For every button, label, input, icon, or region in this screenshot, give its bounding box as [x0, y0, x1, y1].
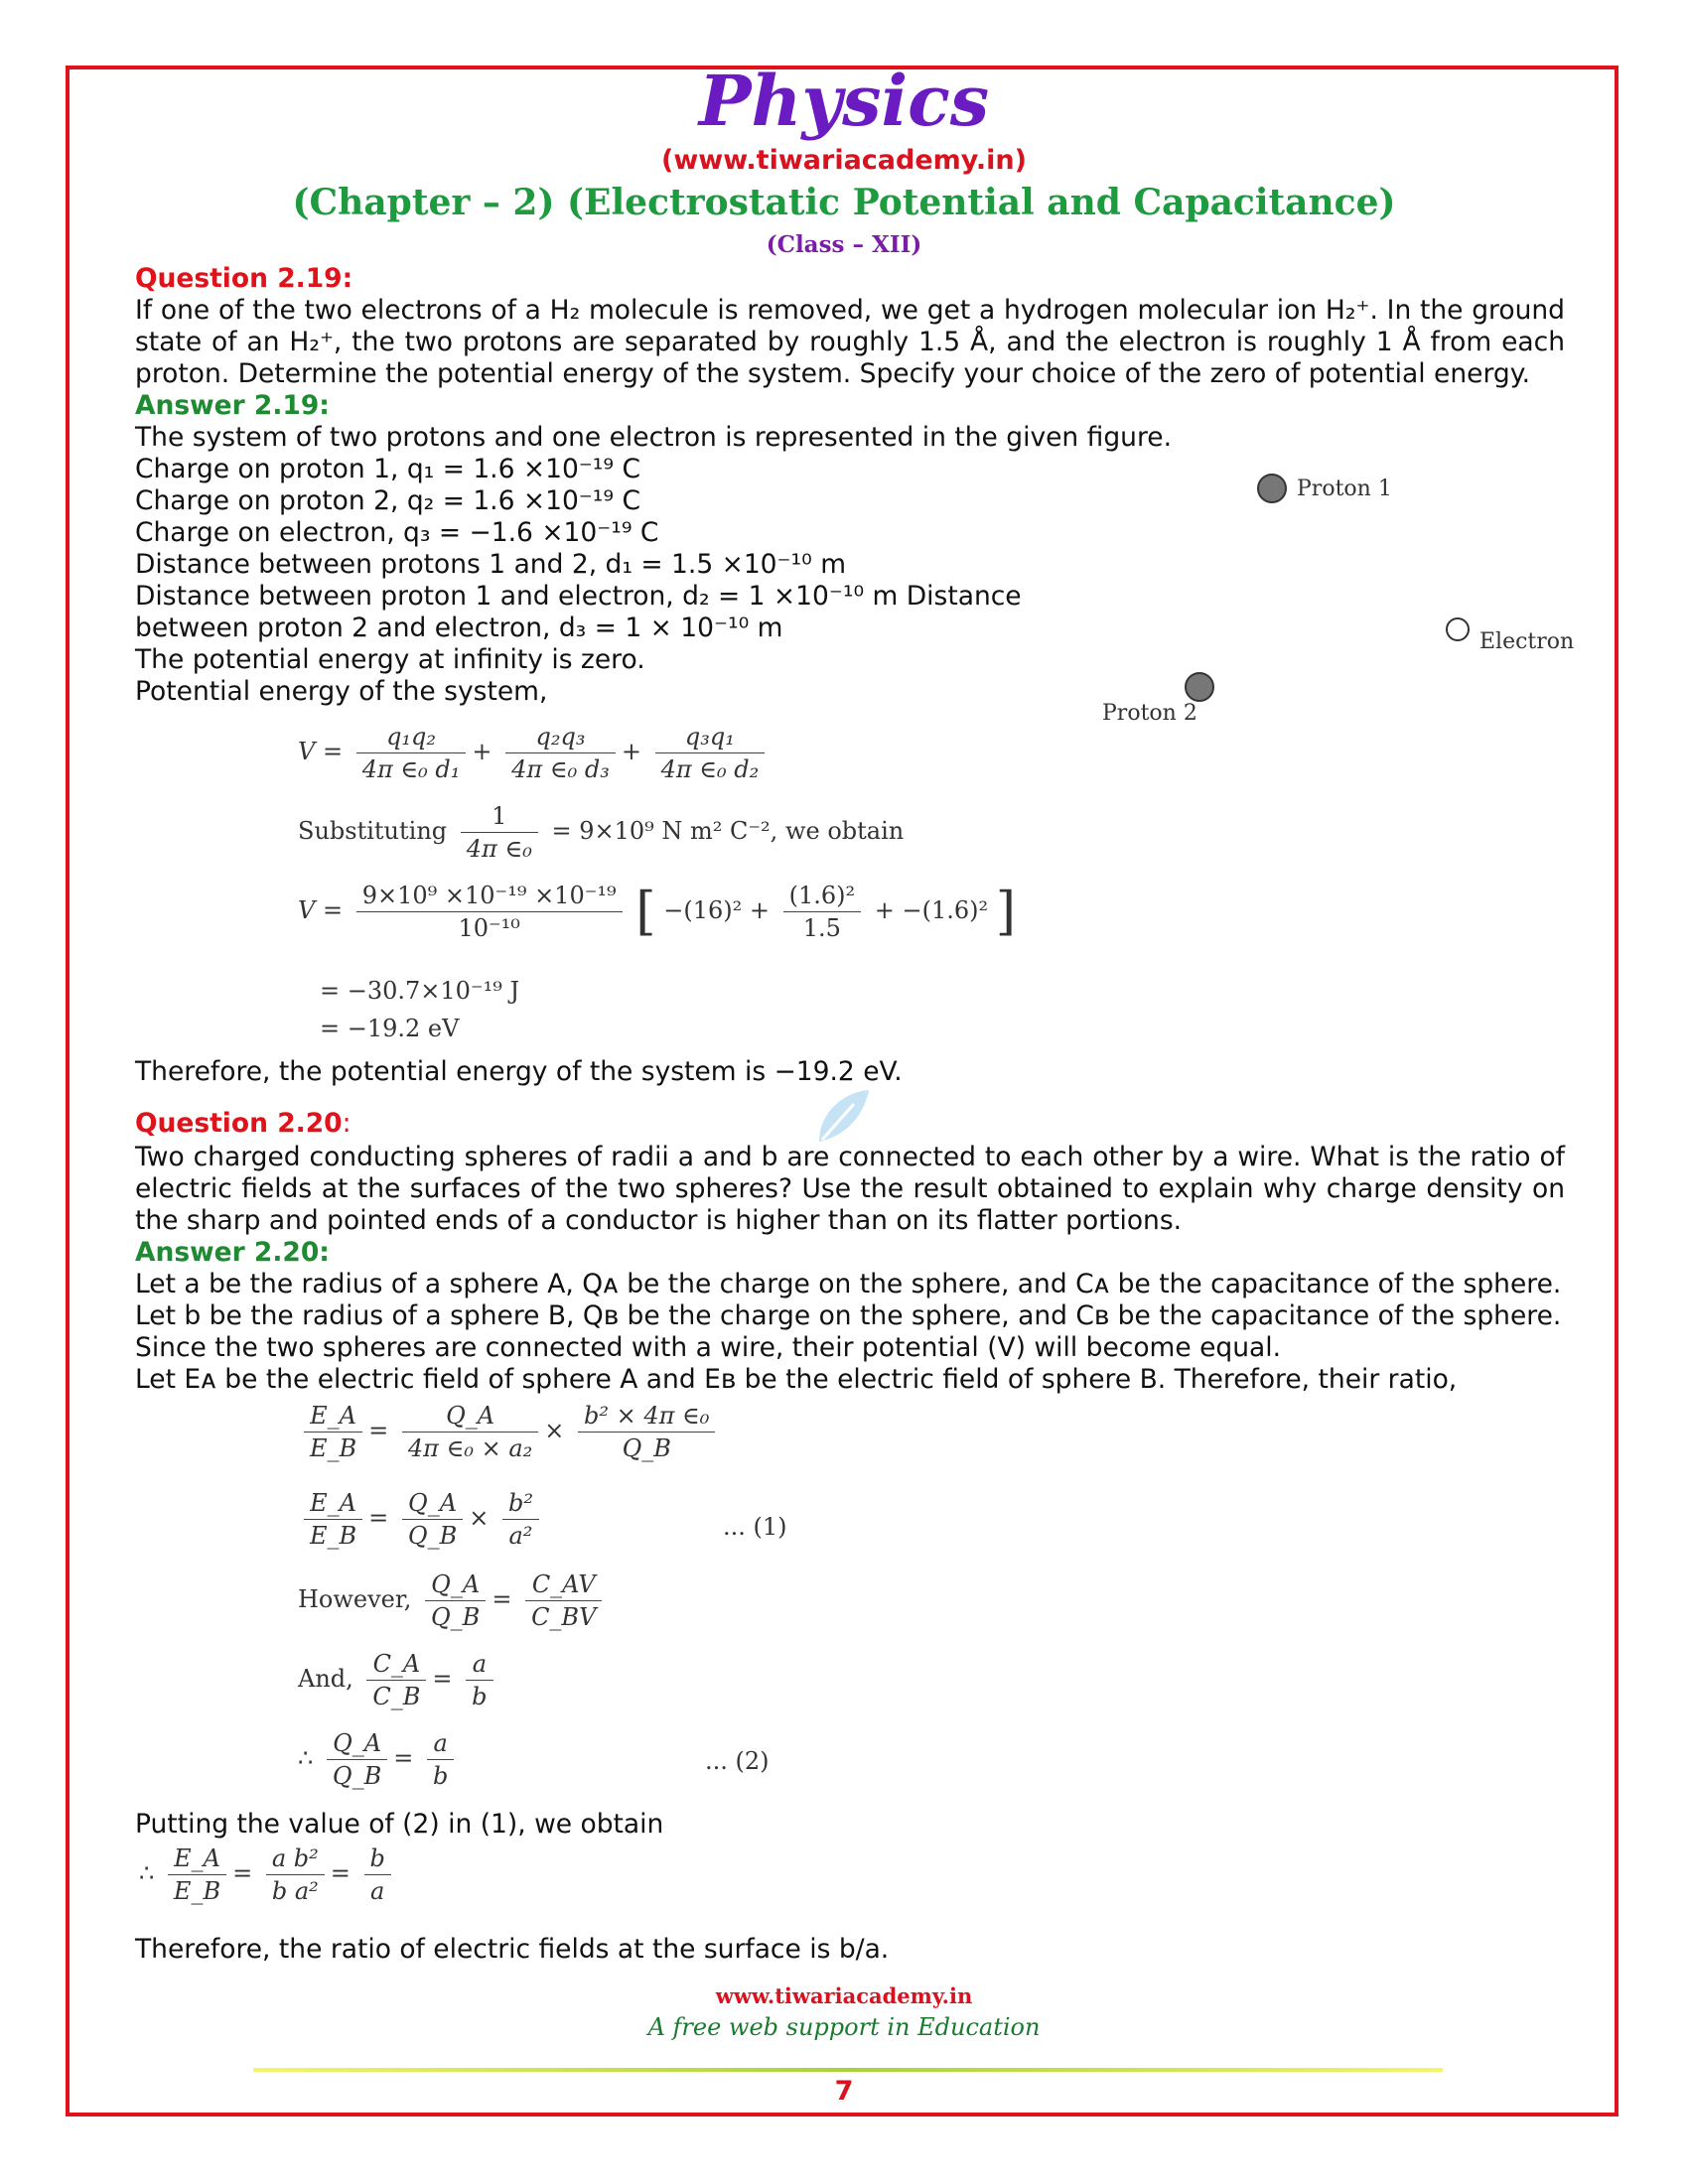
field-ratio-eq-1: $\frac{E\_A}{E\_B}$ = $\frac{Q\_A}{\text{4π ∈₀ × a₂}}$ × $\frac{\text{b² × 4π ∈₀}}{Q\_B}$ [298, 1402, 721, 1462]
footer-tagline: A free web support in Education [647, 2013, 1041, 2041]
proton-2-dot [1185, 672, 1214, 702]
fraction-denominator: 4π ∈₀ d₃ [511, 755, 610, 783]
question-2-20-line-2: electric fields at the surfaces of the two spheres? Use the result obtained to explain why charge density on [135, 1173, 1565, 1204]
fraction-denominator: Q_B [407, 1522, 458, 1550]
fraction-denominator: 4π ∈₀ [466, 835, 532, 863]
heading-colon: : [342, 1108, 352, 1139]
capacitance-ratio-eq: And, $\frac{C\_A}{C\_B}$ = $\frac{a}{b}$ [298, 1650, 499, 1710]
fraction-denominator: E_B [310, 1434, 357, 1462]
footer-divider [253, 2068, 1443, 2072]
electron-label: Electron [1479, 629, 1575, 654]
result-joules: = −30.7×10⁻¹⁹ J [320, 977, 520, 1005]
final-ratio-eq: ∴ $\frac{E\_A}{E\_B}$ = $\frac{\text{a b²}}{\text{b a²}}$ = $\frac{b}{a}$ [139, 1844, 397, 1905]
fraction-denominator: Q_B [332, 1762, 382, 1790]
bracket-term: + −(1.6)² [874, 896, 989, 924]
class-label: (Class – XII) [766, 231, 922, 258]
electron-dot [1446, 617, 1470, 641]
answer-2-19-conclusion: Therefore, the potential energy of the system is −19.2 eV. [135, 1056, 903, 1087]
proton-1-dot [1257, 474, 1287, 503]
answer-2-20-line: Let Eᴀ be the electric field of sphere A and Eʙ be the electric field of sphere B. Therefore, their ratio, [135, 1364, 1458, 1395]
fraction-denominator: C_B [372, 1683, 421, 1710]
answer-2-19-line: Distance between proton 1 and electron, d₂ = 1 ×10⁻¹⁰ m Distance [135, 581, 1022, 612]
answer-2-20-line: Let a be the radius of a sphere A, Qᴀ be the charge on the sphere, and Cᴀ be the capacitance of the sphere. [135, 1269, 1562, 1299]
formula-lhs: V = [298, 738, 344, 765]
fraction-numerator: q₃q₁ [655, 723, 766, 753]
question-2-20-title: Question 2.20 [135, 1108, 343, 1139]
answer-2-19-heading: Answer 2.19: [135, 390, 330, 421]
substitution-line [298, 802, 904, 863]
equation-tag-2: ... (2) [705, 1747, 770, 1775]
fraction-denominator: b [472, 1683, 488, 1710]
fraction-numerator: b² × 4π ∈₀ [578, 1402, 715, 1433]
fraction-denominator: 4π ∈₀ d₂ [660, 755, 760, 783]
question-2-20-heading [135, 1108, 352, 1140]
fraction-numerator: (1.6)² [783, 882, 862, 912]
proton-1-label: Proton 1 [1297, 477, 1392, 501]
and-text: And, [298, 1665, 353, 1693]
answer-2-19-line: Charge on electron, q₃ = −1.6 ×10⁻¹⁹ C [135, 517, 659, 548]
question-2-20-line-1: Two charged conducting spheres of radii a and b are connected to each other by a wire. What is the ratio of [135, 1142, 1565, 1172]
fraction-numerator: Q_A [425, 1570, 486, 1601]
proton-2-label: Proton 2 [1102, 701, 1197, 726]
fraction-numerator: Q_A [402, 1402, 538, 1433]
fraction-numerator: q₁q₂ [356, 723, 467, 753]
answer-2-20-heading: Answer 2.20: [135, 1237, 330, 1268]
fraction-denominator: 10⁻¹⁰ [458, 914, 520, 942]
fraction-numerator: Q_A [402, 1489, 463, 1520]
fraction-numerator: 1 [461, 802, 538, 833]
therefore-symbol: ∴ [139, 1859, 155, 1887]
charge-radius-ratio-eq: ∴ $\frac{Q\_A}{Q\_B}$ = $\frac{a}{b}$ [298, 1729, 460, 1790]
answer-2-19-line: Distance between protons 1 and 2, d₁ = 1.5 ×10⁻¹⁰ m [135, 549, 847, 580]
substituting-text: Substituting [298, 817, 448, 845]
fraction-numerator: E_A [168, 1844, 226, 1875]
answer-2-20-conclusion: Therefore, the ratio of electric fields at the surface is b/a. [135, 1934, 890, 1965]
question-2-19-line-1: If one of the two electrons of a H₂ molecule is removed, we get a hydrogen molecular ion H₂⁺. In the ground [135, 295, 1565, 326]
fraction-numerator: a [466, 1650, 492, 1681]
answer-2-20-line: Let b be the radius of a sphere B, Qʙ be the charge on the sphere, and Cʙ be the capacitance of the sphere. [135, 1300, 1562, 1331]
substitution-value: = 9×10⁹ N m² C⁻², we obtain [551, 817, 905, 845]
therefore-symbol: ∴ [298, 1744, 314, 1772]
answer-2-19-line: between proton 2 and electron, d₃ = 1 × 10⁻¹⁰ m [135, 613, 783, 643]
fraction-numerator: a [427, 1729, 454, 1760]
fraction-denominator: b a² [271, 1877, 319, 1905]
question-2-20-line-3: the sharp and pointed ends of a conductor is higher than on its flatter portions. [135, 1205, 1183, 1236]
fraction-numerator: E_A [304, 1489, 362, 1520]
header-url: (www.tiwariacademy.in) [660, 145, 1027, 176]
fraction-denominator: 1.5 [802, 914, 841, 942]
fraction-denominator: a [370, 1877, 385, 1905]
question-2-19-line-3: proton. Determine the potential energy of the system. Specify your choice of the zero of potential energy. [135, 358, 1531, 389]
answer-2-20-line: Since the two spheres are connected with a wire, their potential (V) will become equal. [135, 1332, 1282, 1363]
fraction-denominator: 4π ∈₀ × a₂ [407, 1434, 533, 1462]
fraction-denominator: E_B [310, 1522, 357, 1550]
fraction-denominator: a² [508, 1522, 533, 1550]
answer-2-19-line: Charge on proton 2, q₂ = 1.6 ×10⁻¹⁹ C [135, 485, 640, 516]
answer-2-19-line: Charge on proton 1, q₁ = 1.6 ×10⁻¹⁹ C [135, 454, 640, 484]
fraction-denominator: 4π ∈₀ d₁ [361, 755, 461, 783]
putting-value-line: Putting the value of (2) in (1), we obtain [135, 1809, 664, 1840]
left-bracket: [ [635, 882, 656, 942]
fraction-numerator: Q_A [327, 1729, 387, 1760]
however-text: However, [298, 1585, 412, 1613]
bracket-term: −(16)² + [663, 896, 770, 924]
fraction-denominator: Q_B [431, 1603, 481, 1631]
fraction-denominator: Q_B [622, 1434, 671, 1462]
footer-url[interactable]: www.tiwariacademy.in [715, 1983, 973, 2008]
answer-2-19-line: Potential energy of the system, [135, 676, 548, 707]
fraction-numerator: b [364, 1844, 391, 1875]
fraction-numerator: q₂q₃ [505, 723, 616, 753]
potential-formula: V = $\frac{\text{q₁q₂}}{\text{4π ∈₀ d₁}}$ + $\frac{\text{q₂q₃}}{\text{4π ∈₀ d₃}}$ + $\frac{\text{q₃q₁}}{\text{4π ∈₀ d₂}}$ [298, 723, 771, 783]
charge-ratio-eq: However, $\frac{Q\_A}{Q\_B}$ = $\frac{C\_AV}{C\_BV}$ [298, 1570, 608, 1631]
fraction-numerator: a b² [266, 1844, 325, 1875]
page-title: Physics [698, 60, 990, 142]
fraction-numerator: C_A [366, 1650, 426, 1681]
answer-2-19-line: The system of two protons and one electron is represented in the given figure. [135, 422, 1172, 453]
chapter-title: (Chapter – 2) (Electrostatic Potential and Capacitance) [292, 182, 1396, 223]
right-bracket: ] [995, 882, 1017, 942]
fraction-denominator: b [432, 1762, 449, 1790]
field-ratio-eq-2: $\frac{E\_A}{E\_B}$ = $\frac{Q\_A}{Q\_B}$ × $\frac{\text{b²}}{\text{a²}}$ [298, 1489, 545, 1550]
result-ev: = −19.2 eV [320, 1015, 460, 1042]
fraction-numerator: b² [502, 1489, 539, 1520]
fraction-denominator: E_B [173, 1877, 221, 1905]
answer-2-19-line: The potential energy at infinity is zero. [135, 644, 645, 675]
page-number: 7 [834, 2076, 854, 2107]
fraction-numerator: E_A [304, 1402, 362, 1433]
fraction-numerator: 9×10⁹ ×10⁻¹⁹ ×10⁻¹⁹ [356, 882, 623, 912]
formula-lhs: V = [298, 896, 344, 924]
fraction-denominator: C_BV [531, 1603, 597, 1631]
fraction-numerator: C_AV [525, 1570, 602, 1601]
question-2-19-heading: Question 2.19: [135, 263, 353, 294]
question-2-19-line-2: state of an H₂⁺, the two protons are separated by roughly 1.5 Å, and the electron is roughly 1 Å from each [135, 327, 1565, 357]
equation-tag-1: ... (1) [723, 1513, 787, 1541]
potential-substituted [298, 882, 1016, 942]
